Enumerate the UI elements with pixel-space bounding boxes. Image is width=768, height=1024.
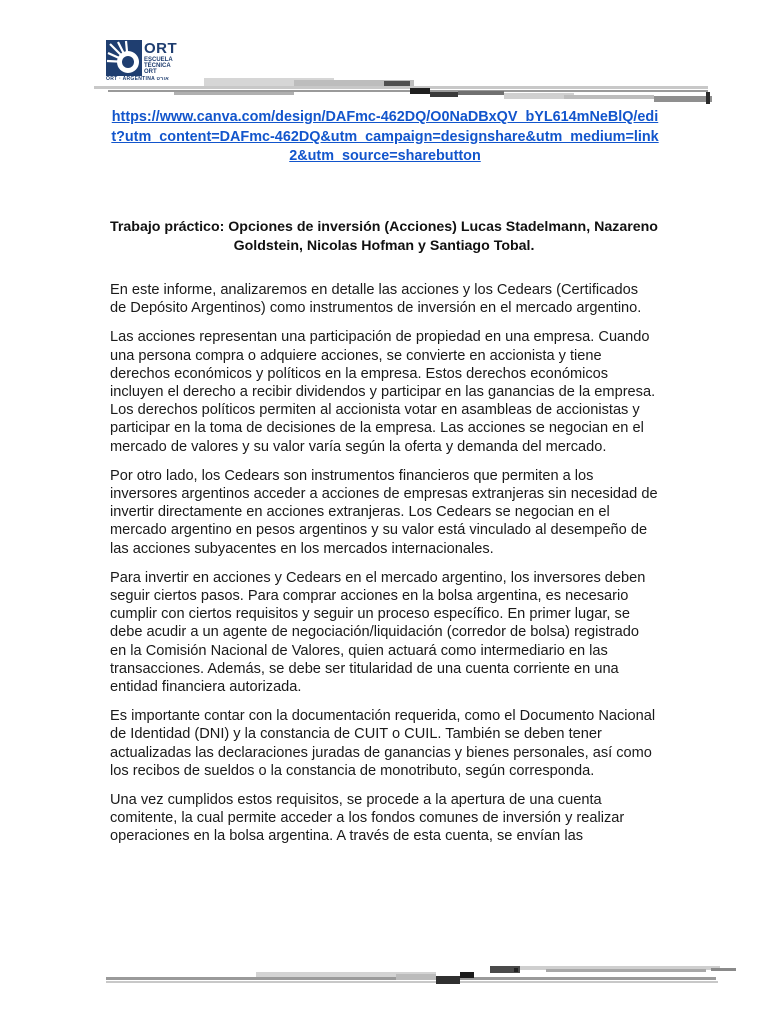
paragraph-cedears: Por otro lado, los Cedears son instrumentos financieros que permiten a los inversores argentinos acceder a acciones de empresas extranjeras sin necesidad de invertir directamente en acciones extranjeras. Los Cedears se negocian en el mercado argentino en pesos argentinos y su valor está vinculado al desempeño de las acciones subyacentes en los mercados internacionales. bbox=[110, 467, 658, 557]
paragraph-intro: En este informe, analizaremos en detalle las acciones y los Cedears (Certificados de Depósito Argentinos) como instrumentos de inversión en el mercado argentino. bbox=[110, 282, 642, 317]
document-body bbox=[110, 281, 658, 857]
paragraph-cuenta-comitente: Una vez cumplidos estos requisitos, se procede a la apertura de una cuenta comitente, la cual permite acceder a los fondos comunes de inversión y realizar operaciones en la bolsa argentina. A través de esta cuenta, se envían las bbox=[110, 792, 625, 845]
paragraph-documentacion: Es importante contar con la documentación requerida, como el Documento Nacional de Identidad (DNI) y la constancia de CUIT o CUIL. También se deben tener actualizadas las declaraciones juradas de ganancias y bienes personales, así como los recibos de sueldos o la constancia de monotributo, según corresponda. bbox=[110, 708, 656, 779]
logo-name: ORT bbox=[144, 40, 178, 57]
ort-logo bbox=[106, 40, 184, 80]
canva-design-link[interactable]: https://www.canva.com/design/DAFmc-462DQ/O0NaDBxQV_bYL614mNeBlQ/edit?utm_content=DAFmc-462DQ&utm_campaign=designshare&utm_medium=link2&utm_source=sharebutton bbox=[111, 109, 659, 164]
footer-decorative-bar bbox=[106, 966, 736, 992]
paragraph-como-invertir: Para invertir en acciones y Cedears en el mercado argentino, los inversores deben seguir ciertos pasos. Para comprar acciones en la bolsa argentina, es necesario cumplir con ciertos requisitos y seguir un proceso específico. En primer lugar, se debe acudir a un agente de negociación/liquidación (corredor de bolsa) registrado en la Comisión Nacional de Valores, quien actuará como intermediario en las transacciones. Además, se debe ser titularidad de una cuenta corriente en una entidad financiera autorizada. bbox=[110, 569, 646, 696]
logo-footer: ORT · ARGENTINA אורט bbox=[106, 76, 169, 82]
logo-subtitle: ESCUELA TÉCNICA ORT bbox=[144, 57, 173, 75]
paragraph-acciones: Las acciones representan una participación de propiedad en una empresa. Cuando una persona compra o adquiere acciones, se convierte en accionista y tiene derechos económicos y políticos en la empresa. Estos derechos económicos incluyen el derecho a recibir dividendos y participar en las ganancias de la empresa. Los derechos políticos permiten al accionista votar en asambleas de accionistas y participar en la toma de decisiones de la empresa. Las acciones se negocian en el mercado de valores y su valor varía según la oferta y demanda del mercado. bbox=[110, 329, 656, 455]
ort-logo-icon bbox=[106, 40, 142, 76]
header-decorative-bar bbox=[94, 78, 722, 104]
document-title: Trabajo práctico: Opciones de inversión (Acciones) Lucas Stadelmann, Nazareno Goldstein, Nicolas Hofman y Santiago Tobal. bbox=[110, 219, 658, 254]
